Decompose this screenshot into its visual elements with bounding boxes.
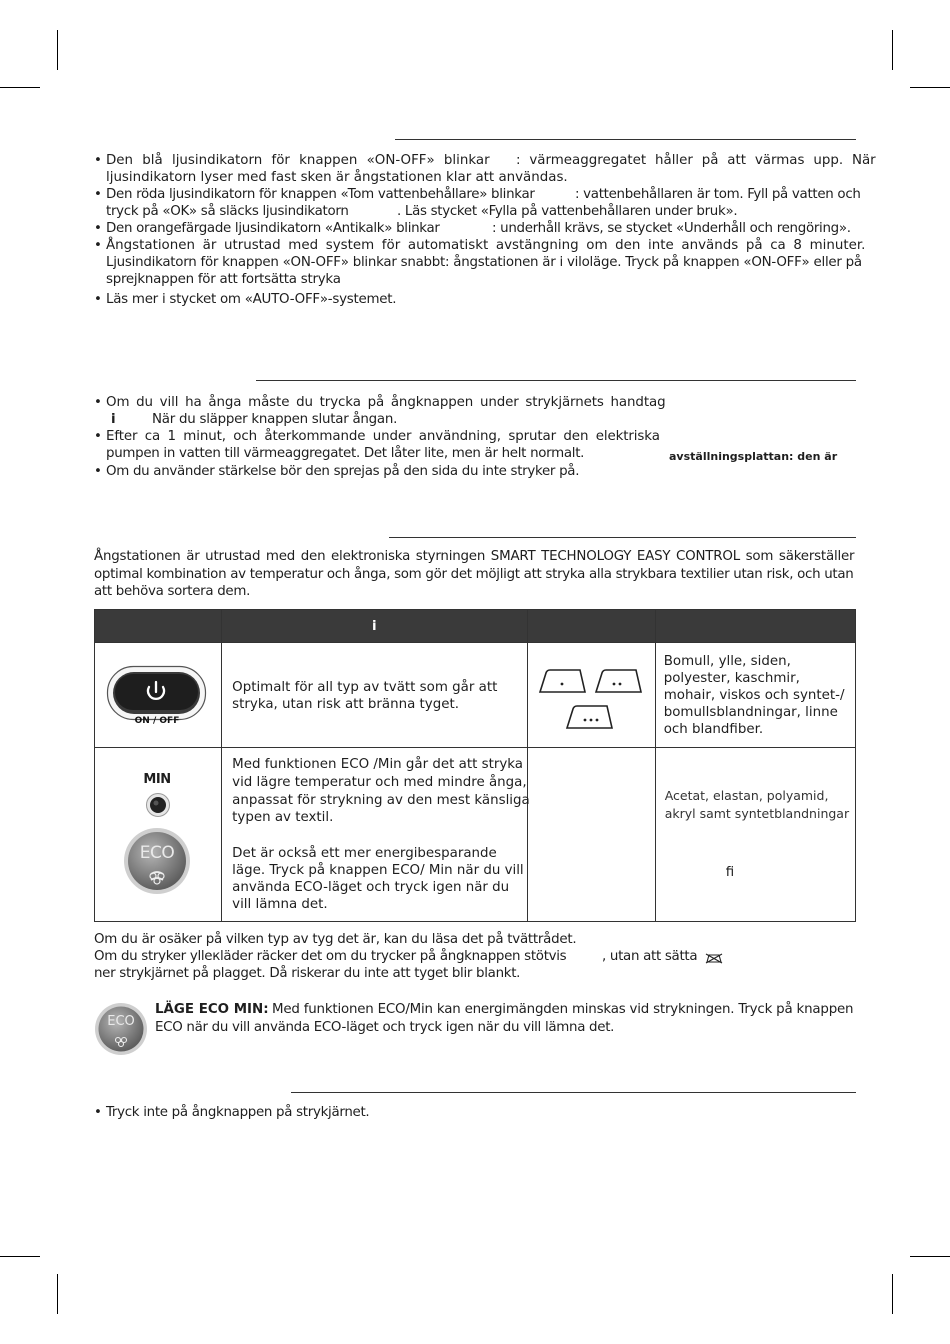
cell-line: bomullsblandningar, linne (663, 705, 838, 720)
cell-line: Bomull, ylle, siden, (663, 654, 791, 669)
eco-button-icon (94, 1002, 148, 1056)
eco-label: ECO (139, 843, 175, 863)
table-header-cell (655, 610, 855, 643)
bullet-marker: • (94, 238, 102, 253)
cell-line: läge. Tryck på knappen ECO/ Min när du vill (232, 863, 524, 878)
bullet-text: När du släpper knappen slutar ångan. (152, 412, 398, 427)
table-cell-description (222, 748, 530, 922)
cell-line: Acetat, elastan, polyamid, (664, 788, 829, 803)
cell-line: anpassat för strykning av den mest känsliga (232, 793, 530, 808)
table-cell-temperature (527, 643, 655, 748)
settings-table (94, 609, 856, 922)
cell-line: Med funktionen ECO /Min går det att stryka (232, 757, 523, 772)
section-rule (389, 537, 856, 538)
eco-min-label: LÄGE ECO MIN: (155, 1002, 269, 1017)
crop-mark (910, 87, 950, 88)
crop-mark (0, 1256, 40, 1257)
on-off-label: ON / OFF (134, 716, 180, 726)
cell-line: vill lämna det. (232, 897, 328, 912)
crop-mark (892, 1274, 893, 1314)
iron-temperature-icon (536, 664, 648, 732)
bullet-text: Ångstationen är utrustad med system för automatiskt avstängning om den inte används på ca 8 minuter. (106, 238, 866, 253)
crop-mark (57, 30, 58, 70)
bullet-text: Om du vill ha ånga måste du trycka på ångknappen under strykjärnets handtag (106, 395, 666, 410)
table-header-cell (527, 610, 655, 643)
eco-small-label: ECO (107, 1014, 135, 1029)
cell-line: typen av textil. (232, 810, 334, 825)
bullet-text: . Läs stycket «Fylla på vattenbehållaren under bruk». (397, 204, 738, 219)
table-cell-fabrics (655, 643, 855, 748)
cell-line: Det är också ett mer energibesparande (232, 846, 497, 861)
after-table-line: , utan att sätta (602, 949, 698, 964)
bullet-text: : underhåll krävs, se stycket «Underhåll och rengöring». (492, 221, 851, 236)
cell-line: använda ECO-läget och tryck igen när du (232, 880, 510, 895)
section-rule (291, 1092, 856, 1093)
bullet-marker: • (94, 429, 102, 444)
bullet-marker: • (94, 153, 102, 168)
section-rule (256, 380, 856, 381)
intro-line: optimal kombination av temperatur och ånga, som gör det möjligt att stryka alla strykbara textilier utan risk, och utan (94, 567, 854, 582)
bullet-text: Ljusindikatorn för knappen «ON-OFF» blinkar snabbt: ångstationen är i viloläge. Tryck på knappen «ON-OFF» eller på (106, 255, 862, 270)
crop-mark (0, 87, 40, 88)
cell-line: stryka, utan risk att bränna tyget. (232, 697, 459, 712)
bullet-text: ljusindikatorn lyser med fast sken är ångstationen klar att användas. (106, 170, 568, 185)
intro-line: Ångstationen är utrustad med den elektroniska styrningen SMART TECHNOLOGY EASY CONTROL som säkerställer (94, 549, 855, 564)
bullet-text: Efter ca 1 minut, och återkommande under användning, sprutar den elektriska (106, 429, 660, 444)
table-cell-description (222, 643, 527, 748)
bullet-text: : värmeaggregatet håller på att värmas upp. När (516, 153, 876, 168)
bullet-text: Om du använder stärkelse bör den sprejas på den sida du inte stryker på. (106, 464, 580, 479)
cell-line: Optimalt för all typ av tvätt som går att (232, 680, 498, 695)
crop-mark (57, 1274, 58, 1314)
after-table-line: Om du är osäker på vilken typ av tyg det är, kan du läsa det på tvättrådet. (94, 932, 577, 947)
cell-line: fi (725, 865, 735, 880)
bullet-text: Läs mer i stycket om «AUTO-OFF»-systemet. (106, 292, 397, 307)
bullet-marker: • (94, 464, 102, 479)
eco-min-text: ECO när du vill använda ECO-läget och tryck igen när du vill lämna det. (155, 1020, 615, 1035)
min-indicator-icon (145, 792, 171, 818)
cell-line: vid lägre temperatur och med mindre ånga, (232, 775, 527, 790)
eco-min-text: Med funktionen ECO/Min kan energimängden minskas vid strykningen. Tryck på knappen (272, 1002, 854, 1017)
table-row (95, 643, 856, 748)
bullet-text: Den orangefärgade ljusindikatorn «Antikalk» blinkar (106, 221, 440, 236)
no-steam-symbol-icon (705, 953, 723, 964)
bullet-text: tryck på «OK» så släcks ljusindikatorn (106, 204, 349, 219)
bullet-text: pumpen in vatten till värmeaggregatet. Det låter lite, men är helt normalt. (106, 446, 585, 461)
bullet-text: sprejknappen för att fortsätta stryka (106, 272, 341, 287)
table-cell-button (95, 643, 222, 748)
bullet-marker: • (94, 292, 102, 307)
bullet-marker: • (94, 187, 102, 202)
table-header-cell: i (222, 610, 527, 643)
table-header-row (95, 610, 856, 643)
cell-line: polyester, kaschmir, (663, 671, 800, 686)
bullet-text: Tryck inte på ångknappen på strykjärnet. (106, 1105, 370, 1120)
after-table-line: Om du stryker ylleкläder räcker det om du trycker på ångknappen stötvis (94, 949, 567, 964)
bullet-text: Den blå ljusindikatorn för knappen «ON-OFF» blinkar (106, 153, 490, 168)
table-row (95, 748, 856, 922)
bullet-text: i (111, 412, 116, 427)
bullet-text: : vattenbehållaren är tom. Fyll på vatten och (575, 187, 861, 202)
bullet-marker: • (94, 395, 102, 410)
section-rule (395, 139, 856, 140)
side-note: avställningsplattan: den är (669, 450, 838, 463)
crop-mark (910, 1256, 950, 1257)
cell-line: och blandfiber. (663, 722, 764, 737)
intro-line: att behöva sortera dem. (94, 584, 251, 599)
cell-line: akryl samt syntetblandningar (664, 806, 850, 821)
min-label: MIN (143, 772, 171, 787)
bullet-marker: • (94, 1105, 102, 1120)
table-cell-button (95, 748, 222, 922)
table-header-cell (95, 610, 222, 643)
cell-line: mohair, viskos och syntet-/ (663, 688, 845, 703)
table-cell-fabrics (655, 748, 855, 922)
bullet-marker: • (94, 221, 102, 236)
crop-mark (892, 30, 893, 70)
after-table-line: ner strykjärnet på plagget. Då riskerar du inte att tyget blir blankt. (94, 966, 521, 981)
bullet-text: Den röda ljusindikatorn för knappen «Tom vattenbehållare» blinkar (106, 187, 535, 202)
table-cell-temperature (527, 748, 655, 922)
